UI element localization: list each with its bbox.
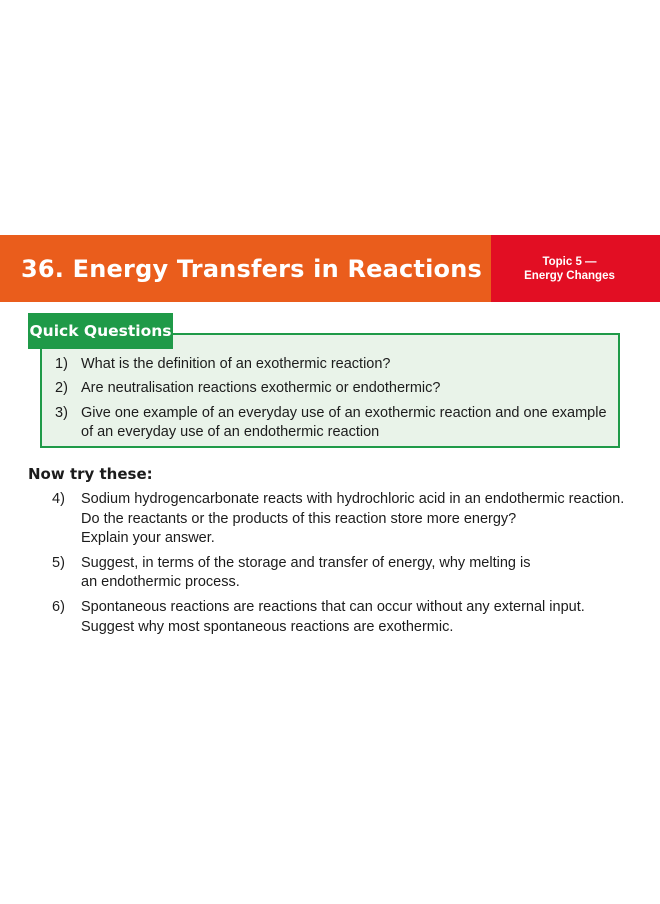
question-text: Are neutralisation reactions exothermic or endothermic? [81,380,441,396]
question-text: Spontaneous reactions are reactions that can occur without any external input. [81,599,585,615]
title-banner [0,235,491,302]
question-text: Suggest why most spontaneous reactions are exothermic. [81,619,454,635]
question-number: 6) [52,599,65,615]
topic-number: Topic 5 — [542,256,597,268]
question-text: Suggest, in terms of the storage and transfer of energy, why melting is [81,555,531,571]
question-number: 5) [52,555,65,571]
question-text: What is the definition of an exothermic reaction? [81,356,391,372]
now-try-these-heading: Now try these: [28,465,153,483]
question-text: Do the reactants or the products of this reaction store more energy? [81,511,517,527]
question-number: 2) [55,380,68,396]
question-text: of an everyday use of an endothermic reaction [81,424,380,440]
question-number: 3) [55,405,68,421]
page-title: 36. Energy Transfers in Reactions [21,255,482,283]
page-header [0,235,660,302]
question-text: an endothermic process. [81,574,240,590]
topic-label [491,235,660,302]
question-number: 4) [52,491,65,507]
quick-questions-heading: Quick Questions [28,313,173,349]
question-number: 1) [55,356,68,372]
question-text: Sodium hydrogencarbonate reacts with hydrochloric acid in an endothermic reaction. [81,491,625,507]
topic-name: Energy Changes [524,270,615,282]
question-text: Explain your answer. [81,530,215,546]
question-text: Give one example of an everyday use of an exothermic reaction and one example [81,405,607,421]
